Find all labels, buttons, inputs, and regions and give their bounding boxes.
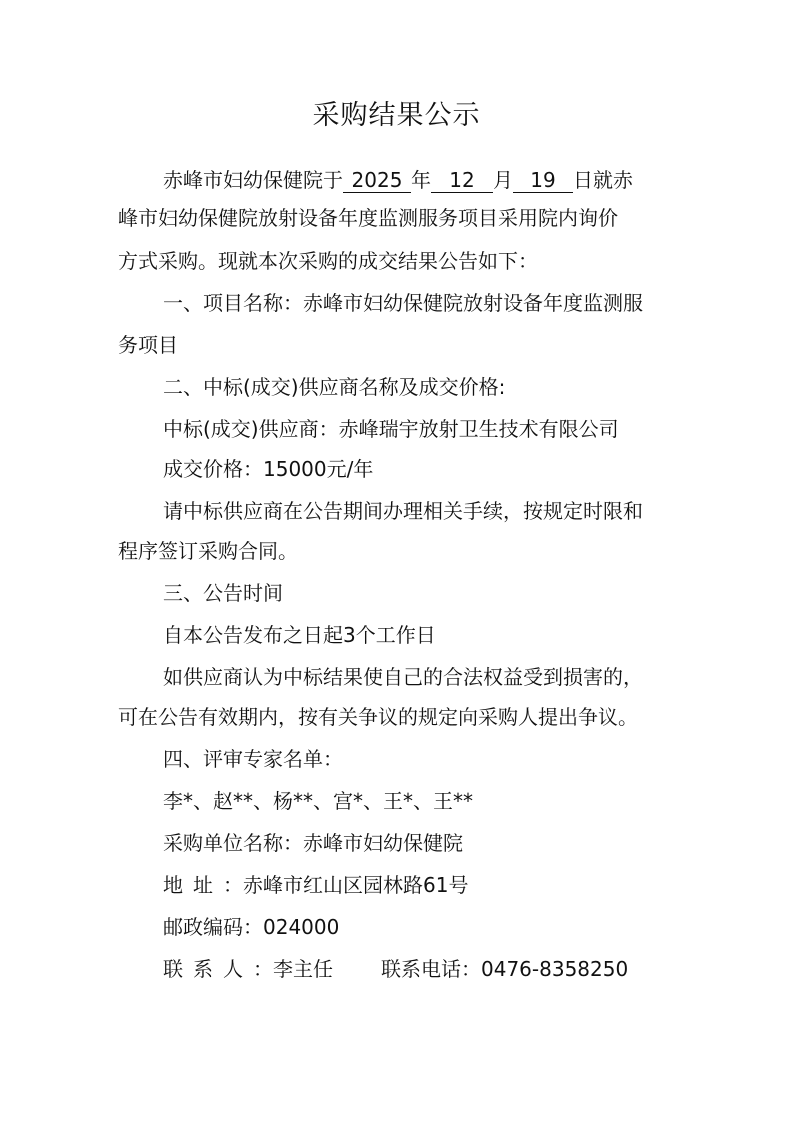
announcement-period: 自本公告发布之日起3个工作日: [163, 623, 436, 647]
intro-prefix: 赤峰市妇幼保健院于: [163, 168, 343, 192]
objection-line-1: 如供应商认为中标结果使自己的合法权益受到损害的，: [163, 665, 643, 689]
announcement-day: 19: [513, 168, 573, 193]
month-unit: 月: [493, 168, 513, 192]
section-3-heading: 三、公告时间: [163, 581, 283, 605]
note-line-1: 请中标供应商在公告期间办理相关手续，按规定时限和: [163, 499, 643, 523]
contact-phone: 联系电话：0476-8358250: [381, 957, 629, 981]
announcement-year: 2025: [343, 168, 411, 193]
section-4-heading: 四、评审专家名单：: [163, 747, 343, 771]
intro-suffix: 日就赤: [573, 168, 633, 192]
year-unit: 年: [411, 168, 431, 192]
contact-line: [163, 955, 793, 983]
page-title: 采购结果公示: [312, 100, 481, 131]
note-line-2: 程序签订采购合同。: [118, 539, 298, 563]
supplier-line: 中标(成交)供应商：赤峰瑞宇放射卫生技术有限公司: [163, 417, 619, 441]
section-2-heading: 二、中标(成交)供应商名称及成交价格:: [163, 375, 506, 399]
postcode-line: 邮政编码：024000: [163, 915, 340, 939]
contact-person-value: ：李主任: [253, 957, 333, 981]
price-line: 成交价格：15000元/年: [163, 457, 374, 481]
address-value: ：赤峰市红山区园林路61号: [223, 873, 469, 897]
address-line: [163, 871, 793, 899]
contact-person-label: 联系人: [163, 957, 253, 981]
intro-line-1: [163, 166, 793, 194]
intro-line-3: 方式采购。现就本次采购的成交结果公告如下：: [118, 249, 538, 273]
announcement-month: 12: [431, 168, 493, 193]
project-name-line-1: 一、项目名称：赤峰市妇幼保健院放射设备年度监测服: [163, 291, 643, 315]
address-label: 地址: [163, 873, 223, 897]
objection-line-2: 可在公告有效期内，按有关争议的规定向采购人提出争议。: [118, 705, 638, 729]
intro-line-2: 峰市妇幼保健院放射设备年度监测服务项目采用院内询价: [118, 206, 618, 230]
project-name-line-2: 务项目: [118, 333, 178, 357]
purchaser-unit: 采购单位名称：赤峰市妇幼保健院: [163, 831, 463, 855]
expert-list: 李*、赵**、杨**、宫*、王*、王**: [163, 789, 473, 813]
